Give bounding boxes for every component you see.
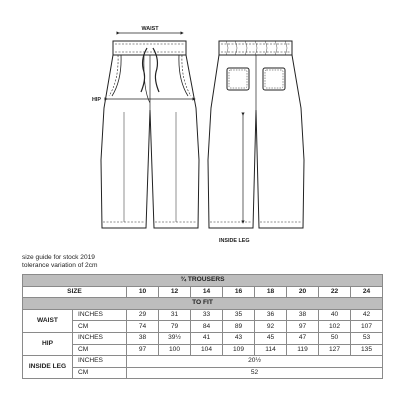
value-cell: 102 (319, 321, 351, 333)
size-cell: 24 (351, 286, 383, 298)
table-row (23, 356, 383, 368)
value-cell: 109 (223, 344, 255, 356)
to-fit-header: TO FIT (23, 298, 383, 310)
value-cell: 104 (191, 344, 223, 356)
table-row (23, 367, 383, 379)
spanned-value-cell: 52 (127, 367, 383, 379)
size-cell: 14 (191, 286, 223, 298)
back-pocket-left (227, 68, 249, 90)
value-cell: 38 (127, 332, 159, 344)
note-size-guide: size guide for stock 2019 (22, 254, 95, 261)
to-fit-row (23, 298, 383, 310)
value-cell: 43 (223, 332, 255, 344)
front-waistband (113, 41, 186, 55)
value-cell: 38 (287, 309, 319, 321)
value-cell: 100 (159, 344, 191, 356)
value-cell: 33 (191, 309, 223, 321)
value-cell: 35 (223, 309, 255, 321)
unit-cell: INCHES (73, 309, 127, 321)
value-cell: 107 (351, 321, 383, 333)
size-header-row (23, 286, 383, 298)
value-cell: 29 (127, 309, 159, 321)
size-cell: 10 (127, 286, 159, 298)
value-cell: 97 (287, 321, 319, 333)
value-cell: 127 (319, 344, 351, 356)
value-cell: 84 (191, 321, 223, 333)
size-cell: 16 (223, 286, 255, 298)
table-row (23, 344, 383, 356)
table-title: ¾ TROUSERS (23, 275, 383, 287)
size-cell: 20 (287, 286, 319, 298)
value-cell: 79 (159, 321, 191, 333)
table-row (23, 332, 383, 344)
unit-cell: INCHES (73, 356, 127, 368)
size-cell: 12 (159, 286, 191, 298)
hip-label: HIP (92, 97, 101, 103)
unit-cell: CM (73, 321, 127, 333)
value-cell: 47 (287, 332, 319, 344)
value-cell: 114 (255, 344, 287, 356)
value-cell: 135 (351, 344, 383, 356)
value-cell: 119 (287, 344, 319, 356)
spanned-value-cell: 20½ (127, 356, 383, 368)
inside-leg-label: INSIDE LEG (219, 238, 250, 244)
size-table (22, 274, 383, 379)
value-cell: 53 (351, 332, 383, 344)
unit-cell: CM (73, 367, 127, 379)
note-tolerance: tolerance variation of 2cm (22, 262, 98, 269)
value-cell: 45 (255, 332, 287, 344)
row-label-waist: WAIST (23, 309, 73, 332)
size-cell: 18 (255, 286, 287, 298)
size-cell: 22 (319, 286, 351, 298)
value-cell: 36 (255, 309, 287, 321)
size-header: SIZE (23, 286, 127, 298)
waist-label: WAIST (141, 26, 159, 32)
row-label-inside-leg: INSIDE LEG (23, 356, 73, 379)
value-cell: 31 (159, 309, 191, 321)
table-row (23, 321, 383, 333)
value-cell: 89 (223, 321, 255, 333)
unit-cell: INCHES (73, 332, 127, 344)
back-view (208, 41, 304, 228)
table-title-row (23, 275, 383, 287)
value-cell: 50 (319, 332, 351, 344)
value-cell: 41 (191, 332, 223, 344)
value-cell: 74 (127, 321, 159, 333)
table-row (23, 309, 383, 321)
back-pocket-right (263, 68, 285, 90)
value-cell: 40 (319, 309, 351, 321)
unit-cell: CM (73, 344, 127, 356)
value-cell: 42 (351, 309, 383, 321)
front-view (101, 41, 199, 228)
value-cell: 39½ (159, 332, 191, 344)
back-waistband (219, 41, 292, 55)
row-label-hip: HIP (23, 332, 73, 355)
value-cell: 92 (255, 321, 287, 333)
value-cell: 97 (127, 344, 159, 356)
